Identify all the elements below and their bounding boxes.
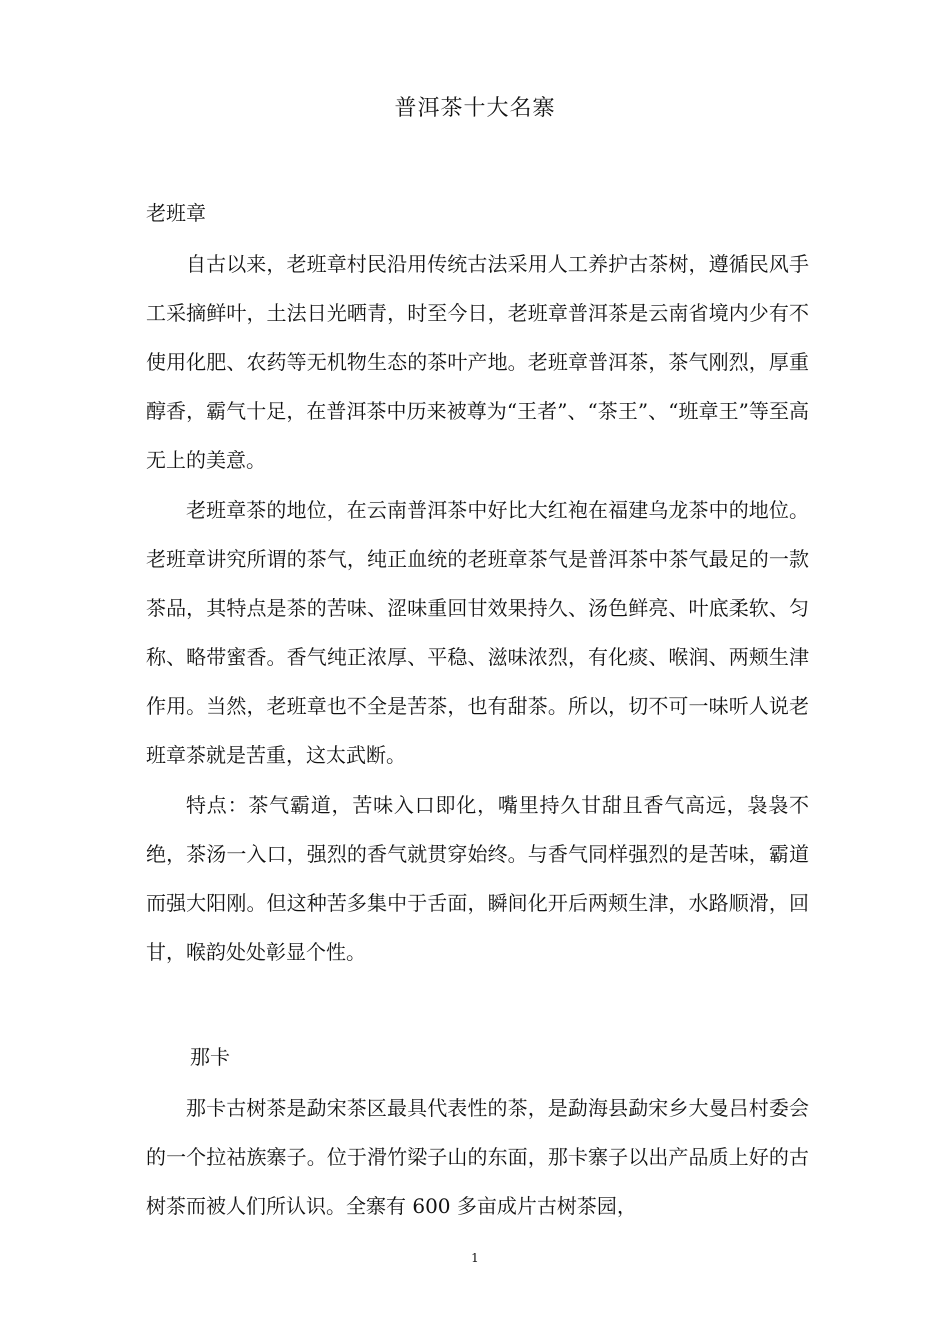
page-number: 1 xyxy=(471,1251,479,1265)
section-heading-naka: 那卡 xyxy=(190,1045,230,1069)
paragraph-laobanzhang-2: 老班章茶的地位，在云南普洱茶中好比大红袍在福建乌龙茶中的地位。老班章讲究所谓的茶气，纯正血统的老班章茶气是普洱茶中茶气最足的一款茶品，其特点是茶的苦味、涩味重回甘效果持久、汤色鲜亮、叶底柔软、匀称、略带蜜香。香气纯正浓厚、平稳、滋味浓烈，有化痰、喉润、两颊生津作用。当然，老班章也不全是苦茶，也有甜茶。所以，切不可一味听人说老班章茶就是苦重，这太武断。 xyxy=(146,498,809,767)
paragraph-laobanzhang-3: 特点：茶气霸道，苦味入口即化，嘴里持久甘甜且香气高远，袅袅不绝，茶汤一入口，强烈的香气就贯穿始终。与香气同样强烈的是苦味，霸道而强大阳刚。但这种苦多集中于舌面，瞬间化开后两颊生津，水路顺滑，回甘，喉韵处处彰显个性。 xyxy=(146,793,809,964)
section-heading-laobanzhang: 老班章 xyxy=(146,201,206,225)
paragraph-naka-1: 那卡古树茶是勐宋茶区最具代表性的茶，是勐海县勐宋乡大曼吕村委会的一个拉祜族寨子。位于滑竹梁子山的东面，那卡寨子以出产品质上好的古树茶而被人们所认识。全寨有 600 多亩成片古树茶园， xyxy=(146,1096,809,1218)
document-title: 普洱茶十大名寨 xyxy=(394,96,556,121)
paragraph-laobanzhang-1: 自古以来，老班章村民沿用传统古法采用人工养护古茶树，遵循民风手工采摘鲜叶，土法日光晒青，时至今日，老班章普洱茶是云南省境内少有不使用化肥、农药等无机物生态的茶叶产地。老班章普洱茶，茶气刚烈，厚重醇香，霸气十足，在普洱茶中历来被尊为“王者”、“茶王”、“班章王”等至高无上的美意。 xyxy=(146,252,809,472)
